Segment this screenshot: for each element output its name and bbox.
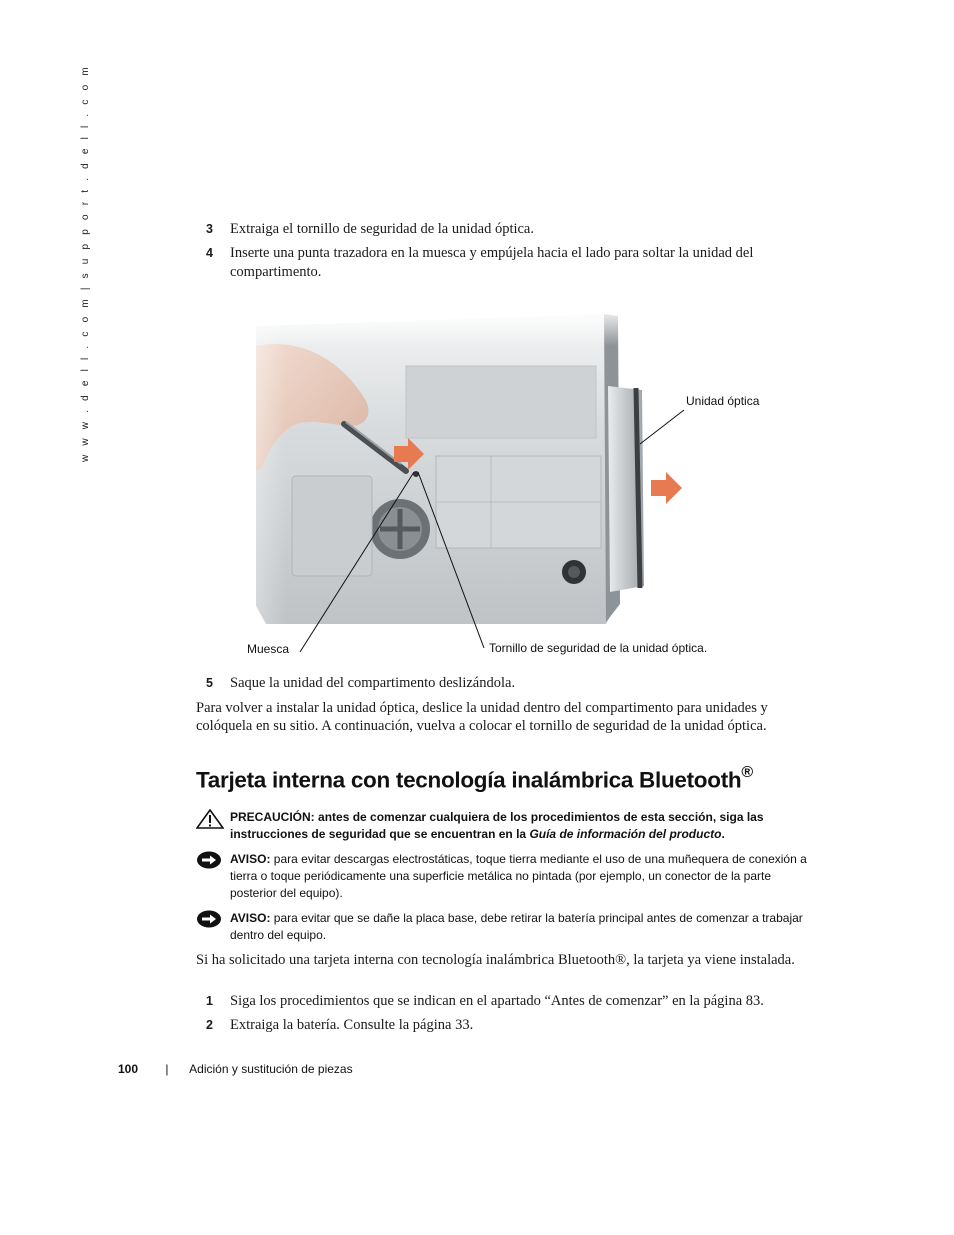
step-number: 5 <box>206 676 213 690</box>
step-text: Extraiga el tornillo de seguridad de la unidad óptica. <box>230 221 534 237</box>
slide-arrow <box>651 472 682 504</box>
callout-notch: Muesca <box>247 642 290 656</box>
sidebar-url: w w w . d e l l . c o m | s u p p o r t . d e l l . c o m <box>80 64 91 462</box>
notice-text: para evitar que se dañe la placa base, debe retirar la batería principal antes de comenzar a trabajar dentro del equipo. <box>230 911 803 942</box>
notice-label: AVISO: <box>230 911 271 925</box>
caution-label: PRECAUCIÓN: <box>230 810 315 824</box>
notice-label: AVISO: <box>230 852 271 866</box>
caution-end: . <box>721 827 725 841</box>
step-number: 2 <box>206 1018 213 1032</box>
footer-separator: | <box>165 1062 169 1076</box>
notice-battery <box>196 910 812 944</box>
page-footer <box>118 1062 353 1076</box>
section-heading <box>196 766 753 794</box>
battery-bay <box>292 476 372 576</box>
step-text: Saque la unidad del compartimento deslizándola. <box>230 675 516 691</box>
step-number: 1 <box>206 994 213 1008</box>
caution-guide-title: Guía de información del producto <box>529 827 722 841</box>
callout-optical-drive: Unidad óptica <box>686 394 760 408</box>
callout-security-screw: Tornillo de seguridad de la unidad óptica. <box>489 641 708 655</box>
caution-notice <box>196 809 812 843</box>
figure-illustration <box>196 306 776 672</box>
section-title: Tarjeta interna con tecnología inalámbrica Bluetooth <box>196 767 742 793</box>
security-screw <box>413 471 419 477</box>
registered-mark: ® <box>741 764 753 781</box>
optical-drive-removal-figure <box>196 306 776 672</box>
caution-text: antes de comenzar cualquiera de los procedimientos de esta sección, siga las instrucciones de seguridad que se encuentran en la <box>230 810 764 841</box>
notice-arrow-icon <box>196 910 222 928</box>
caution-triangle-icon <box>196 809 224 829</box>
notice-text: para evitar descargas electrostáticas, toque tierra mediante el uso de una muñequera de conexión a tierra o toque periódicamente una superficie metálica no pintada (por ejemplo, un conector de la parte posterior del equipo). <box>230 852 807 900</box>
step-number: 3 <box>206 222 213 236</box>
leader-optical-drive <box>640 410 684 444</box>
vent-area <box>406 366 596 438</box>
bluetooth-paragraph: Si ha solicitado una tarjeta interna con tecnología inalámbrica Bluetooth®, la tarjeta ya viene instalada. <box>196 952 795 968</box>
reinstall-paragraph: Para volver a instalar la unidad óptica, deslice la unidad dentro del compartimento para unidades y colóquela en su sitio. A continuación, vuelva a colocar el tornillo de seguridad de la unidad óptica. <box>196 700 768 734</box>
step-text: Inserte una punta trazadora en la muesca y empújela hacia el lado para soltar la unidad del compartimento. <box>230 245 754 280</box>
step-text: Siga los procedimientos que se indican en el apartado “Antes de comenzar” en la página 83. <box>230 993 764 1009</box>
page-number: 100 <box>118 1062 139 1076</box>
step-text: Extraiga la batería. Consulte la página 33. <box>230 1017 474 1033</box>
notice-electrostatic <box>196 851 812 902</box>
chapter-title: Adición y sustitución de piezas <box>189 1062 353 1076</box>
step-number: 4 <box>206 246 213 260</box>
notice-arrow-icon <box>196 851 222 869</box>
